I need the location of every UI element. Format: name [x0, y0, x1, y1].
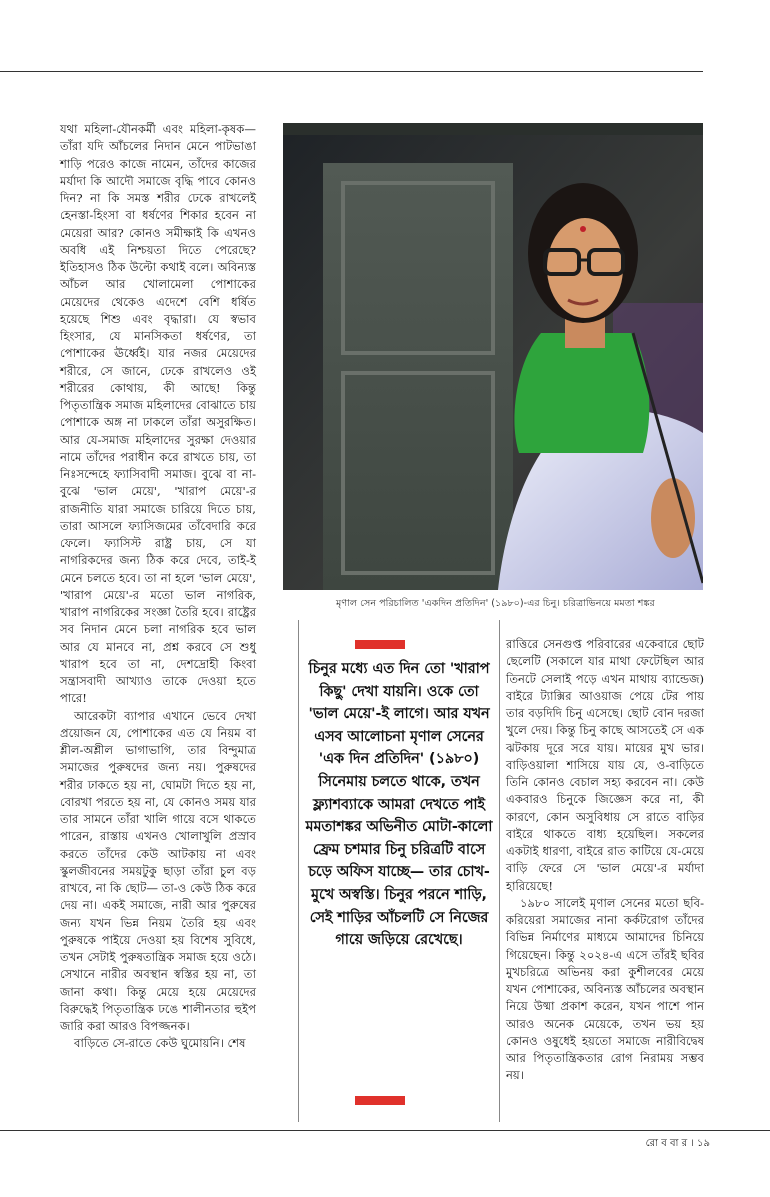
article-column-right — [506, 636, 704, 1085]
pull-quote-accent-bar-bottom — [355, 1096, 405, 1105]
article-column-left — [60, 121, 256, 1053]
column-left-paragraph-2: আরেকটা ব্যাপার এখানে ভেবে দেখা প্রয়োজন যে, পোশাকের এত যে নিয়ম বা শ্লীল-অশ্লীল ভাগাভাগি, তার বিন্দুমাত্র সমাজের পুরুষদের জন্য নয়। পুরুষদের শরীর ঢাকতে হয় না, ঘোমটা দিতে হয় না, বোরখা পরতে হয় না, যে কোনও সময় যার তার সামনে তাঁরা খালি গায়ে বসে থাকতে পারেন, রাস্তায় এখনও খোলাখুলি প্রস্রাব করতে তাঁদের কেউ আটকায় না এবং স্কুলজীবনের সময়টুকু ছাড়া তাঁরা চুল বড় রাখবে, না কি ছোট— তা-ও কেউ ঠিক করে দেয় না। একই সমাজে, নারী আর পুরুষের জন্য যখন ভিন্ন নিয়ম তৈরি হয় এবং পুরুষকে পাইয়ে দেওয়া হয় বিশেষ সুবিধে, তখন সেটাই পুরুষতান্ত্রিক সমাজ হয়ে ওঠে। সেখানে নারীর অবস্থান স্বস্তির হয় না, তা জানা কথা। কিন্তু মেয়ে হয়ে মেয়েদের বিরুদ্ধেই পিতৃতান্ত্রিক ঢঙে শালীনতার হুইপ জারি করা আরও বিপজ্জনক। — [60, 708, 256, 1033]
column-left-paragraph-1: যথা মহিলা-যৌনকর্মী এবং মহিলা-কৃষক— তাঁরা যদি আঁচলের নিদান মেনে পাটভাঙা শাড়ি পরেও কাজে নামেন, তাঁদের কাজের মর্যাদা কি আদৌ সমাজে বৃদ্ধি পাবে কোনও দিন? না কি সমস্ত শরীর ঢেকে রাখলেই হেনস্তা-হিংসা বা ধর্ষণের শিকার হবেন না মেয়েরা আর? কোনও সমীক্ষাই কি এখনও অবধি এই নিশ্চয়তা দিতে পেরেছে? ইতিহাসও ঠিক উল্টো কথাই বলে। অবিন্যস্ত আঁচল আর খোলামেলা পোশাকের মেয়েদের থেকেও এদেশে বেশি ধর্ষিত হয়েছে শিশু এবং বৃদ্ধারা। যে স্বভাব হিংসার, যে মানসিকতা ধর্ষণের, তা পোশাকের ঊর্ধ্বেই। যার নজর মেয়েদের শরীরে, সে জানে, ঢেকে রাখলেও ওই শরীরের কোথায়, কী আছে! কিন্তু পিতৃতান্ত্রিক সমাজ মহিলাদের বোঝাতে চায় পোশাকে অঙ্গ না ঢাকলে তাঁরা অসুরক্ষিত। আর যে-সমাজ মহিলাদের সুরক্ষা দেওয়ার নামে তাঁদের পরাধীন করে রাখতে চায়, তা নিঃসন্দেহে ফ্যাসিবাদী সমাজ। বুঝে বা না-বুঝে 'ভাল মেয়ে', 'খারাপ মেয়ে'-র রাজনীতি যারা সমাজে চারিয়ে দিতে চায়, তারা আসলে ফ্যাসিজমের তাঁবেদারি করে ফেলে। ফ্যাসিস্ট রাষ্ট্র চায়, সে যা নাগরিকদের জন্য ঠিক করে দেবে, তাই-ই মেনে চলতে হবে। তা না হলে 'ভাল মেয়ে', 'খারাপ মেয়ে'-র মতো ভাল নাগরিক, খারাপ নাগরিকের সংজ্ঞা তৈরি হবে। রাষ্ট্রের সব নিদান মেনে চলা নাগরিক হবে ভাল আর যে মানবে না, প্রশ্ন করবে সে শুধু খারাপ হবে তা না, দেশদ্রোহী কিংবা সন্ত্রাসবাদী আখ্যাও তাকে দেওয়া হতে পারে! — [60, 122, 256, 706]
top-rule — [0, 71, 703, 72]
pull-quote-text: চিনুর মধ্যে এত দিন তো 'খারাপ কিছু' দেখা যায়নি। ওকে তো 'ভাল মেয়ে'-ই লাগে। আর যখন এসব আলোচনা মৃণাল সেনের 'এক দিন প্রতিদিন' (১৯৮০) সিনেমায় চলতে থাকে, তখন ফ্ল্যাশব্যাকে আমরা দেখতে পাই মমতাশঙ্কর অভিনীত মোটা-কালো ফ্রেম চশমার চিনু চরিত্রটি বাসে চড়ে অফিস যাচ্ছে— তার চোখ-মুখে অস্বস্তি। চিনুর পরনে শাড়ি, সেই শাড়ির আঁচলটি সে নিজের গায়ে জড়িয়ে রেখেছে। — [305, 661, 493, 949]
photo-caption: মৃণাল সেন পরিচালিত 'একদিন প্রতিদিন' (১৯৮০)-এর চিনু। চরিত্রাভিনয়ে মমতা শঙ্কর — [336, 598, 655, 609]
film-still-photo — [283, 123, 703, 590]
column-divider-left — [298, 620, 299, 1122]
pull-quote — [305, 640, 493, 1120]
column-left-paragraph-3: বাড়িতে সে-রাতে কেউ ঘুমোয়নি। শেষ — [74, 1036, 246, 1051]
pull-quote-accent-bar-top — [355, 640, 405, 649]
column-right-paragraph-2: ১৯৮০ সালেই মৃণাল সেনের মতো ছবি-করিয়েরা সমাজের নানা কর্কটরোগ তাঁদের বিভিন্ন নির্মাণের মাধ্যমে আমাদের চিনিয়ে গিয়েছেন। কিন্তু ২০২৪-এ এসে তাঁরই ছবির মুখচরিত্রে অভিনয় করা কুশীলবের মেয়ে যখন পোশাকের, অবিন্যস্ত আঁচলের অবস্থান নিয়ে উষ্মা প্রকাশ করেন, যখন পাশে পান আরও অনেক মেয়েকে, তখন ভয় হয় কোনও ওষুধেই হয়তো সমাজে নারীবিদ্বেষ আর পিতৃতান্ত্রিকতার রোগ নিরাময় সম্ভব নয়। — [506, 895, 704, 1083]
column-right-paragraph-1: রাত্তিরে সেনগুপ্ত পরিবারের একেবারে ছোট ছেলেটি (সকালে যার মাথা ফেটেছিল আর তিনটে সেলাই পড়ে এখন মাথায় ব্যান্ডেজ) বাইরে ট্যাক্সির আওয়াজ পেয়ে টের পায় তার বড়দিদি চিনু এসেছে। ছোট বোন দরজা খুলে দেয়। কিন্তু চিনু কাছে আসতেই সে এক ঝটকায় দূরে সরে যায়। মায়ের মুখ ভার। বাড়িওয়ালা শাসিয়ে যায় যে, ও-বাড়িতে তিনি কোনও বেচাল সহ্য করবেন না। কেউ একবারও চিনুকে জিজ্ঞেস করে না, কী কারণে, কোন অসুবিধায় সে রাতে বাড়ির বাইরে থাকতে বাধ্য হয়েছিল। সকলের একটাই ধারণা, বাইরে রাত কাটিয়ে যে-মেয়ে বাড়ি ফেরে সে 'ভাল মেয়ে'-র মর্যাদা হারিয়েছে! — [506, 637, 704, 893]
page-footer-label: রো ব বা র । ১৯ — [645, 1138, 710, 1149]
column-divider-right — [499, 620, 500, 1122]
bottom-rule — [0, 1130, 770, 1131]
